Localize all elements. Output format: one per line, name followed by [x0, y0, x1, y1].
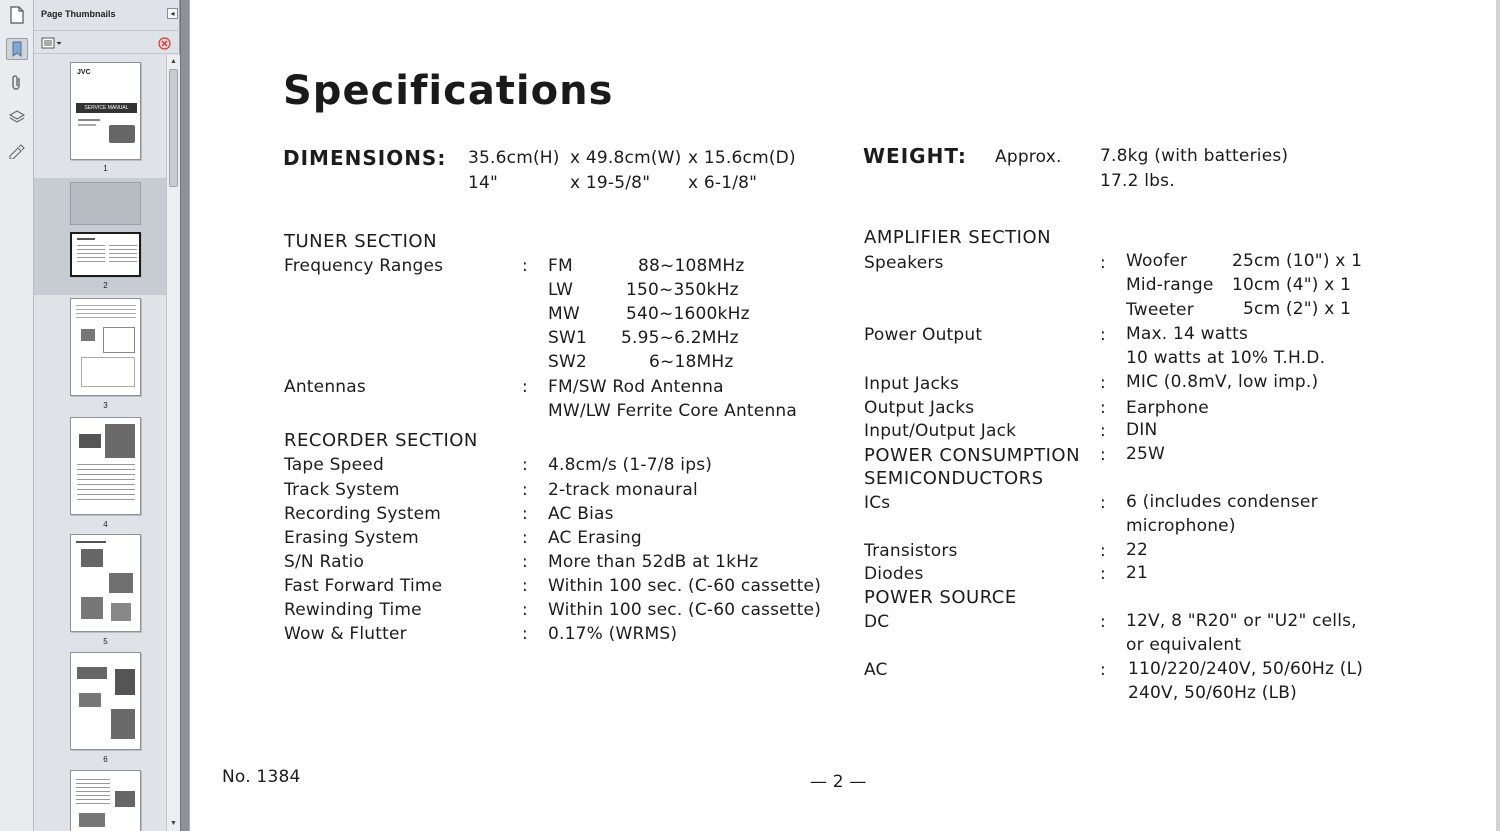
- thumbnail-text-lines: [78, 124, 96, 126]
- speakers-label: Speakers: [864, 253, 944, 273]
- thumbnail-page-number: 3: [103, 401, 108, 410]
- band-lw: LW: [548, 280, 574, 300]
- power-consumption-value: 25W: [1126, 444, 1166, 464]
- document-page: [190, 0, 1500, 831]
- thumbnail-page: [70, 770, 141, 831]
- fast-forward-label: Fast Forward Time: [284, 576, 443, 596]
- weight-kg: 7.8kg (with batteries): [1100, 146, 1289, 166]
- attachment-icon[interactable]: [6, 72, 28, 94]
- thumbnail-photo: [79, 813, 105, 827]
- thumbnail-text-lines: [76, 541, 106, 543]
- recording-system-label: Recording System: [284, 504, 442, 524]
- thumbnail-page: [70, 652, 141, 750]
- colon: :: [522, 377, 528, 397]
- tape-speed-label: Tape Speed: [284, 455, 384, 475]
- frequency-ranges-label: Frequency Ranges: [284, 256, 444, 276]
- collapse-panel-button[interactable]: ◂: [167, 8, 178, 19]
- sn-ratio-value: More than 52dB at 1kHz: [548, 552, 759, 572]
- thumbnail-page-number: 2: [103, 281, 108, 290]
- input-jacks-value: MIC (0.8mV, low imp.): [1126, 372, 1319, 392]
- band-mw: MW: [548, 304, 580, 324]
- thumbnail-page-number: 1: [103, 164, 108, 173]
- thumbnail-item-7[interactable]: [34, 770, 166, 831]
- thumbnail-scrollbar[interactable]: [166, 55, 180, 831]
- delete-page-button[interactable]: [158, 37, 171, 50]
- erasing-system-value: AC Erasing: [548, 528, 642, 548]
- thumbnail-photo: [81, 597, 103, 619]
- speaker-tweeter-spec: 5cm (2") x 1: [1243, 299, 1352, 319]
- panel-toolbar: [34, 30, 180, 54]
- thumbnail-page-preview-top: [70, 182, 141, 225]
- recording-system-value: AC Bias: [548, 504, 614, 524]
- band-lw-range: 150~350kHz: [626, 280, 739, 300]
- thumbnail-item-1[interactable]: [34, 55, 166, 177]
- navigation-rail: [0, 0, 34, 831]
- band-sw1: SW1: [548, 328, 588, 348]
- track-system-value: 2-track monaural: [548, 480, 698, 500]
- colon: :: [522, 552, 528, 572]
- io-jack-label: Input/Output Jack: [864, 421, 1017, 441]
- thumbnail-photo: [105, 424, 135, 458]
- ics-value: 6 (includes condenser: [1126, 492, 1318, 512]
- options-button[interactable]: [41, 37, 63, 49]
- erasing-system-label: Erasing System: [284, 528, 419, 548]
- dimension-height-inches: 14": [468, 173, 499, 193]
- weight-lbs: 17.2 lbs.: [1100, 171, 1175, 191]
- colon: :: [1100, 421, 1106, 441]
- panel-header: [34, 0, 180, 30]
- weight-label: WEIGHT:: [863, 144, 967, 168]
- band-sw1-range: 5.95~6.2MHz: [621, 328, 739, 348]
- colon: :: [1100, 373, 1106, 393]
- dc-value-cont: or equivalent: [1126, 635, 1242, 655]
- colon: :: [522, 504, 528, 524]
- dimension-depth-inches: x 6-1/8": [688, 173, 758, 193]
- scroll-down-arrow-icon[interactable]: ▼: [170, 820, 177, 827]
- thumbnail-photo: [79, 693, 101, 707]
- thumbnail-diagram: [81, 329, 95, 341]
- sn-ratio-label: S/N Ratio: [284, 552, 365, 572]
- thumbnail-diagram: [81, 357, 135, 387]
- semiconductors-heading: SEMICONDUCTORS: [864, 468, 1044, 489]
- thumbnail-text-lines: [77, 238, 95, 240]
- thumbnail-page: [70, 232, 141, 277]
- output-jacks-label: Output Jacks: [864, 398, 975, 418]
- thumbnail-item-3[interactable]: [34, 296, 166, 414]
- colon: :: [522, 455, 528, 475]
- colon: :: [1100, 564, 1106, 584]
- thumbnail-item-2[interactable]: [34, 178, 166, 295]
- colon: :: [1100, 612, 1106, 632]
- thumbnail-diagram: [103, 327, 135, 353]
- antenna-fm-sw: FM/SW Rod Antenna: [548, 377, 724, 397]
- transistors-value: 22: [1126, 540, 1149, 560]
- thumbnail-photo: [111, 709, 135, 739]
- power-source-heading: POWER SOURCE: [864, 587, 1017, 608]
- thumbnail-radio-illustration: [109, 125, 135, 143]
- thumbnail-item-5[interactable]: [34, 534, 166, 652]
- tape-speed-value: 4.8cm/s (1-7/8 ips): [548, 455, 713, 475]
- diodes-label: Diodes: [864, 564, 924, 584]
- power-output-thd: 10 watts at 10% T.H.D.: [1126, 348, 1326, 368]
- scroll-up-arrow-icon[interactable]: ▲: [170, 58, 177, 65]
- dimensions-label: DIMENSIONS:: [283, 146, 447, 170]
- thumbnail-list: [34, 55, 166, 831]
- speaker-tweeter: Tweeter: [1126, 300, 1194, 320]
- thumbnail-text-lines: [77, 245, 105, 263]
- speaker-woofer: Woofer: [1126, 251, 1188, 271]
- dimension-height: 35.6cm(H): [468, 148, 560, 168]
- colon: :: [1100, 325, 1106, 345]
- thumbnail-photo: [115, 791, 135, 807]
- amplifier-section-heading: AMPLIFIER SECTION: [864, 227, 1052, 248]
- io-jack-value: DIN: [1126, 420, 1158, 440]
- speaker-midrange: Mid-range: [1126, 275, 1214, 295]
- thumbnail-text-lines: [78, 119, 100, 121]
- wow-flutter-label: Wow & Flutter: [284, 624, 407, 644]
- thumbnail-panel: [34, 0, 180, 831]
- thumbnail-brand: JVC: [77, 69, 91, 76]
- thumbnail-text-lines: [76, 779, 110, 805]
- weight-approx: Approx.: [995, 147, 1062, 167]
- output-jacks-value: Earphone: [1126, 398, 1209, 418]
- input-jacks-label: Input Jacks: [864, 374, 960, 394]
- thumbnail-photo: [115, 669, 135, 695]
- thumbnail-photo: [109, 573, 133, 593]
- power-consumption-label: POWER CONSUMPTION: [864, 445, 1081, 466]
- dimension-width-inches: x 19-5/8": [570, 173, 651, 193]
- thumbnail-photo: [81, 549, 103, 567]
- speaker-midrange-spec: 10cm (4") x 1: [1232, 275, 1352, 295]
- layers-icon[interactable]: [6, 106, 28, 128]
- page-title: Specifications: [283, 68, 614, 114]
- colon: :: [522, 576, 528, 596]
- colon: :: [522, 600, 528, 620]
- dimension-depth: x 15.6cm(D): [688, 148, 796, 168]
- thumbnail-text-lines: [76, 305, 136, 321]
- band-mw-range: 540~1600kHz: [626, 304, 750, 324]
- colon: :: [522, 480, 528, 500]
- colon: :: [1100, 541, 1106, 561]
- antenna-mw-lw: MW/LW Ferrite Core Antenna: [548, 401, 798, 421]
- antennas-label: Antennas: [284, 377, 366, 397]
- thumbnail-page: [70, 534, 141, 632]
- diodes-value: 21: [1126, 563, 1149, 583]
- panel-splitter[interactable]: [180, 0, 190, 831]
- page-number: — 2 —: [810, 772, 867, 792]
- dc-value: 12V, 8 "R20" or "U2" cells,: [1126, 611, 1357, 631]
- power-output-label: Power Output: [864, 325, 983, 345]
- colon: :: [1100, 660, 1106, 680]
- thumbnail-photo: [79, 434, 101, 448]
- colon: :: [1100, 445, 1106, 465]
- rewinding-label: Rewinding Time: [284, 600, 422, 620]
- band-sw2: SW2: [548, 352, 588, 372]
- track-system-label: Track System: [284, 480, 400, 500]
- panel-title: Page Thumbnails: [41, 9, 116, 19]
- colon: :: [1100, 493, 1106, 513]
- thumbnail-item-6[interactable]: [34, 652, 166, 770]
- wow-flutter-value: 0.17% (WRMS): [548, 624, 678, 644]
- colon: :: [522, 256, 528, 276]
- thumbnail-page: [70, 417, 141, 515]
- rewinding-value: Within 100 sec. (C-60 cassette): [548, 600, 822, 620]
- thumbnail-photo: [77, 667, 107, 679]
- transistors-label: Transistors: [864, 541, 958, 561]
- document-number: No. 1384: [222, 767, 301, 787]
- signature-icon[interactable]: [6, 140, 28, 162]
- power-output-max: Max. 14 watts: [1126, 324, 1249, 344]
- colon: :: [1100, 253, 1106, 273]
- ics-value-cont: microphone): [1126, 516, 1236, 536]
- ics-label: ICs: [864, 493, 891, 513]
- thumbnail-page-number: 4: [103, 520, 108, 529]
- thumbnail-page: [70, 62, 141, 160]
- recorder-section-heading: RECORDER SECTION: [284, 430, 478, 451]
- ac-label: AC: [864, 660, 888, 680]
- speaker-woofer-spec: 25cm (10") x 1: [1232, 251, 1363, 271]
- bookmark-icon[interactable]: [6, 38, 28, 60]
- thumbnail-page-number: 6: [103, 755, 108, 764]
- thumbnail-page: [70, 298, 141, 396]
- thumbnail-text-lines: [109, 245, 137, 265]
- pages-icon[interactable]: [6, 4, 28, 26]
- thumbnail-text-lines: [77, 464, 135, 504]
- colon: :: [522, 624, 528, 644]
- ac-value: 110/220/240V, 50/60Hz (L): [1128, 659, 1364, 679]
- thumbnail-banner: [76, 103, 137, 113]
- colon: :: [522, 528, 528, 548]
- band-fm: FM: [548, 256, 573, 276]
- tuner-section-heading: TUNER SECTION: [284, 231, 438, 252]
- scrollbar-thumb[interactable]: [169, 69, 178, 187]
- band-sw2-range: 6~18MHz: [649, 352, 734, 372]
- thumbnail-label: SERVICE MANUAL: [84, 105, 129, 111]
- ac-value-cont: 240V, 50/60Hz (LB): [1128, 683, 1297, 703]
- fast-forward-value: Within 100 sec. (C-60 cassette): [548, 576, 822, 596]
- delete-icon: [158, 37, 171, 50]
- thumbnail-photo: [111, 603, 131, 621]
- dc-label: DC: [864, 612, 890, 632]
- colon: :: [1100, 398, 1106, 418]
- thumbnail-item-4[interactable]: [34, 415, 166, 533]
- dimension-width: x 49.8cm(W): [570, 148, 682, 168]
- thumbnail-page-number: 5: [103, 637, 108, 646]
- viewer-right-edge: [1496, 0, 1500, 831]
- options-menu-icon: [41, 37, 63, 49]
- band-fm-range: 88~108MHz: [638, 256, 745, 276]
